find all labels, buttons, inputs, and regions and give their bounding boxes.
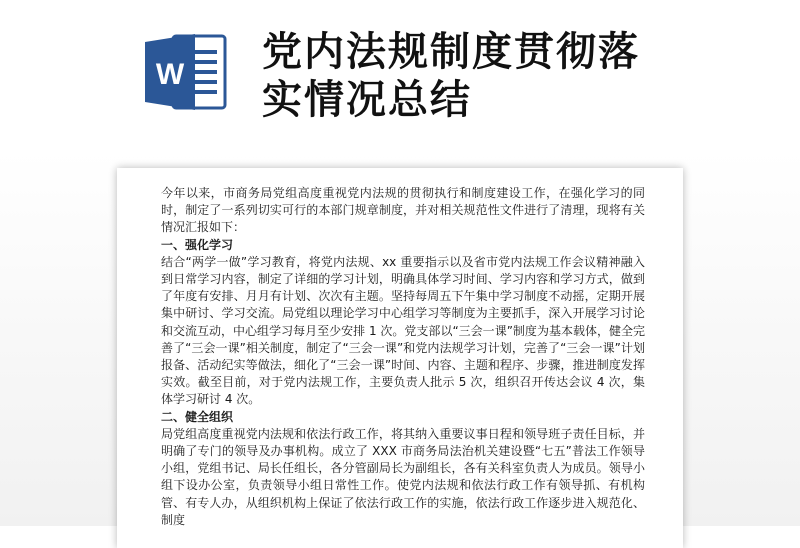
title-line-1: 党内法规制度贯彻落 [262, 29, 640, 75]
intro-paragraph: 今年以来，市商务局党组高度重视党内法规的贯彻执行和制度建设工作，在强化学习的同时，制定了一系列切实可行的本部门规章制度，并对相关规范性文件进行了清理，现将有关情况汇报如下： [161, 186, 645, 235]
svg-text:W: W [155, 58, 185, 91]
section-heading-1: 一、强化学习 [161, 237, 234, 252]
section-body-2: 局党组高度重视党内法规和依法行政工作，将其纳入重要议事日程和领导班子责任目标，并明确了专门的领导及办事机构。成立了 XXX 市商务局法治机关建设暨“七五”普法工作领导小组，党组书记、局长任组长，各分管副局长为副组长，各有关科室负责人为成员。领导小组下设办公室，负责领导小组日常性工作。使党内法规和依法行政工作有领导抓、有机构管、有专人办，从组织机构上保证了依法行政工作的实施，依法行政工作逐步进入规范化、制度 [161, 426, 645, 527]
document-body [161, 185, 645, 529]
section-body-1: 结合“两学一做”学习教育，将党内法规、xx 重要指示以及省市党内法规工作会议精神融入到日常学习内容，制定了详细的学习计划，明确具体学习时间、学习内容和学习方式，做到了年度有安排、月月有计划、次次有主题。坚持每周五下午集中学习制度不动摇，定期开展集中研讨、学习交流。局党组以理论学习中心组学习等制度为主要抓手，深入开展学习讨论和交流互动，中心组学习每月至少安排 1 次。党支部以“三会一课”制度为基本载体，健全完善了“三会一课”相关制度，制定了“三会一课”和党内法规学习计划，完善了“三会一课”计划报备、活动纪实等做法，细化了“三会一课”时间、内容、主题和程序、步骤，推进制度发挥实效。截至目前，对于党内法规工作，主要负责人批示 5 次，组织召开传达会议 4 次，集体学习研讨 4 次。 [161, 254, 645, 407]
document-header [0, 0, 800, 150]
section-heading-2: 二、健全组织 [161, 409, 234, 424]
word-document-icon [143, 30, 229, 114]
document-title [262, 28, 782, 124]
title-line-2: 实情况总结 [262, 77, 472, 123]
document-page [117, 168, 683, 548]
